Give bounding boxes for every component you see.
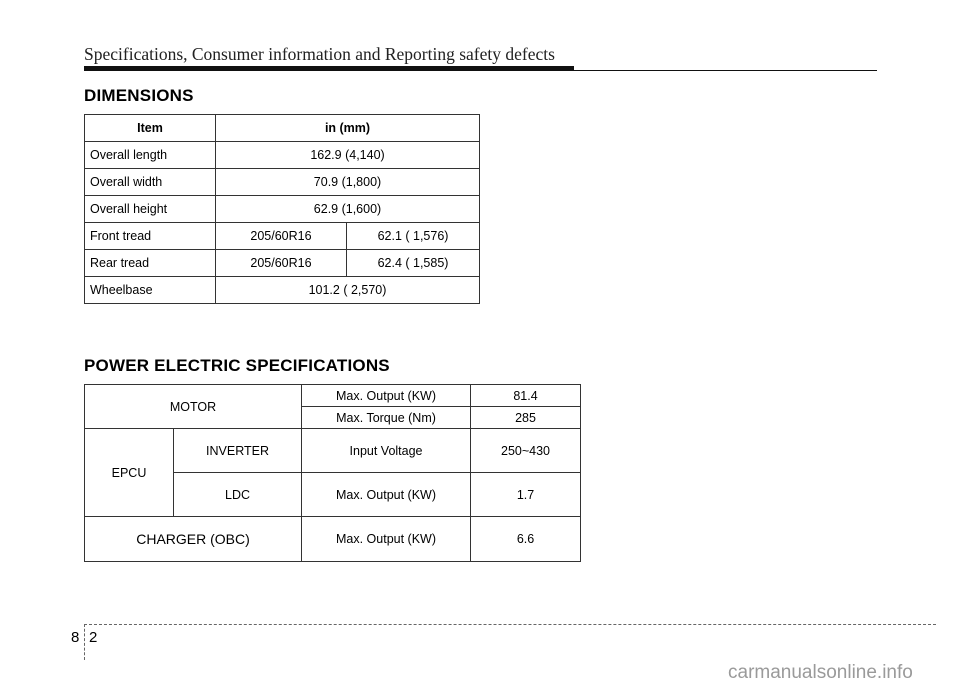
motor-torque-label: Max. Torque (Nm) xyxy=(302,407,471,429)
dimensions-title: DIMENSIONS xyxy=(84,86,194,105)
row-value: 62.4 ( 1,585) xyxy=(347,250,480,277)
table-row xyxy=(85,385,581,407)
page-number-section: 8 xyxy=(71,629,80,646)
table-header-row xyxy=(85,115,480,142)
table-row xyxy=(85,277,480,304)
table-row xyxy=(85,142,480,169)
page-number-divider xyxy=(84,624,85,660)
header-bar xyxy=(84,66,574,71)
row-label: Overall height xyxy=(85,196,216,223)
table-row xyxy=(85,429,581,473)
watermark: carmanualsonline.info xyxy=(728,662,913,683)
charger-spec: Max. Output (KW) xyxy=(302,517,471,562)
table-row xyxy=(85,250,480,277)
col-header-item: Item xyxy=(85,115,216,142)
motor-torque-value: 285 xyxy=(471,407,581,429)
row-label: Overall width xyxy=(85,169,216,196)
row-value: 162.9 (4,140) xyxy=(216,142,480,169)
row-label: Wheelbase xyxy=(85,277,216,304)
row-value: 101.2 ( 2,570) xyxy=(216,277,480,304)
inverter-label: INVERTER xyxy=(174,429,302,473)
row-label: Front tread xyxy=(85,223,216,250)
row-value: 62.1 ( 1,576) xyxy=(347,223,480,250)
power-specs-table xyxy=(84,384,581,562)
inverter-value: 250~430 xyxy=(471,429,581,473)
row-value: 62.9 (1,600) xyxy=(216,196,480,223)
ldc-value: 1.7 xyxy=(471,473,581,517)
table-row xyxy=(85,169,480,196)
table-row xyxy=(85,223,480,250)
row-label: Rear tread xyxy=(85,250,216,277)
footer-dashed-rule xyxy=(84,624,936,625)
dimensions-table xyxy=(84,114,480,304)
motor-output-label: Max. Output (KW) xyxy=(302,385,471,407)
epcu-label: EPCU xyxy=(85,429,174,517)
row-tire: 205/60R16 xyxy=(216,250,347,277)
inverter-spec: Input Voltage xyxy=(302,429,471,473)
table-row xyxy=(85,196,480,223)
ldc-label: LDC xyxy=(174,473,302,517)
table-row xyxy=(85,517,581,562)
row-value: 70.9 (1,800) xyxy=(216,169,480,196)
row-tire: 205/60R16 xyxy=(216,223,347,250)
page-header-title: Specifications, Consumer information and Reporting safety defects xyxy=(84,44,555,64)
motor-output-value: 81.4 xyxy=(471,385,581,407)
motor-label: MOTOR xyxy=(85,385,302,429)
charger-label: CHARGER (OBC) xyxy=(85,517,302,562)
col-header-unit: in (mm) xyxy=(216,115,480,142)
header-rule xyxy=(574,70,877,71)
ldc-spec: Max. Output (KW) xyxy=(302,473,471,517)
page-number-page: 2 xyxy=(89,629,98,646)
row-label: Overall length xyxy=(85,142,216,169)
charger-value: 6.6 xyxy=(471,517,581,562)
power-specs-title: POWER ELECTRIC SPECIFICATIONS xyxy=(84,356,390,375)
